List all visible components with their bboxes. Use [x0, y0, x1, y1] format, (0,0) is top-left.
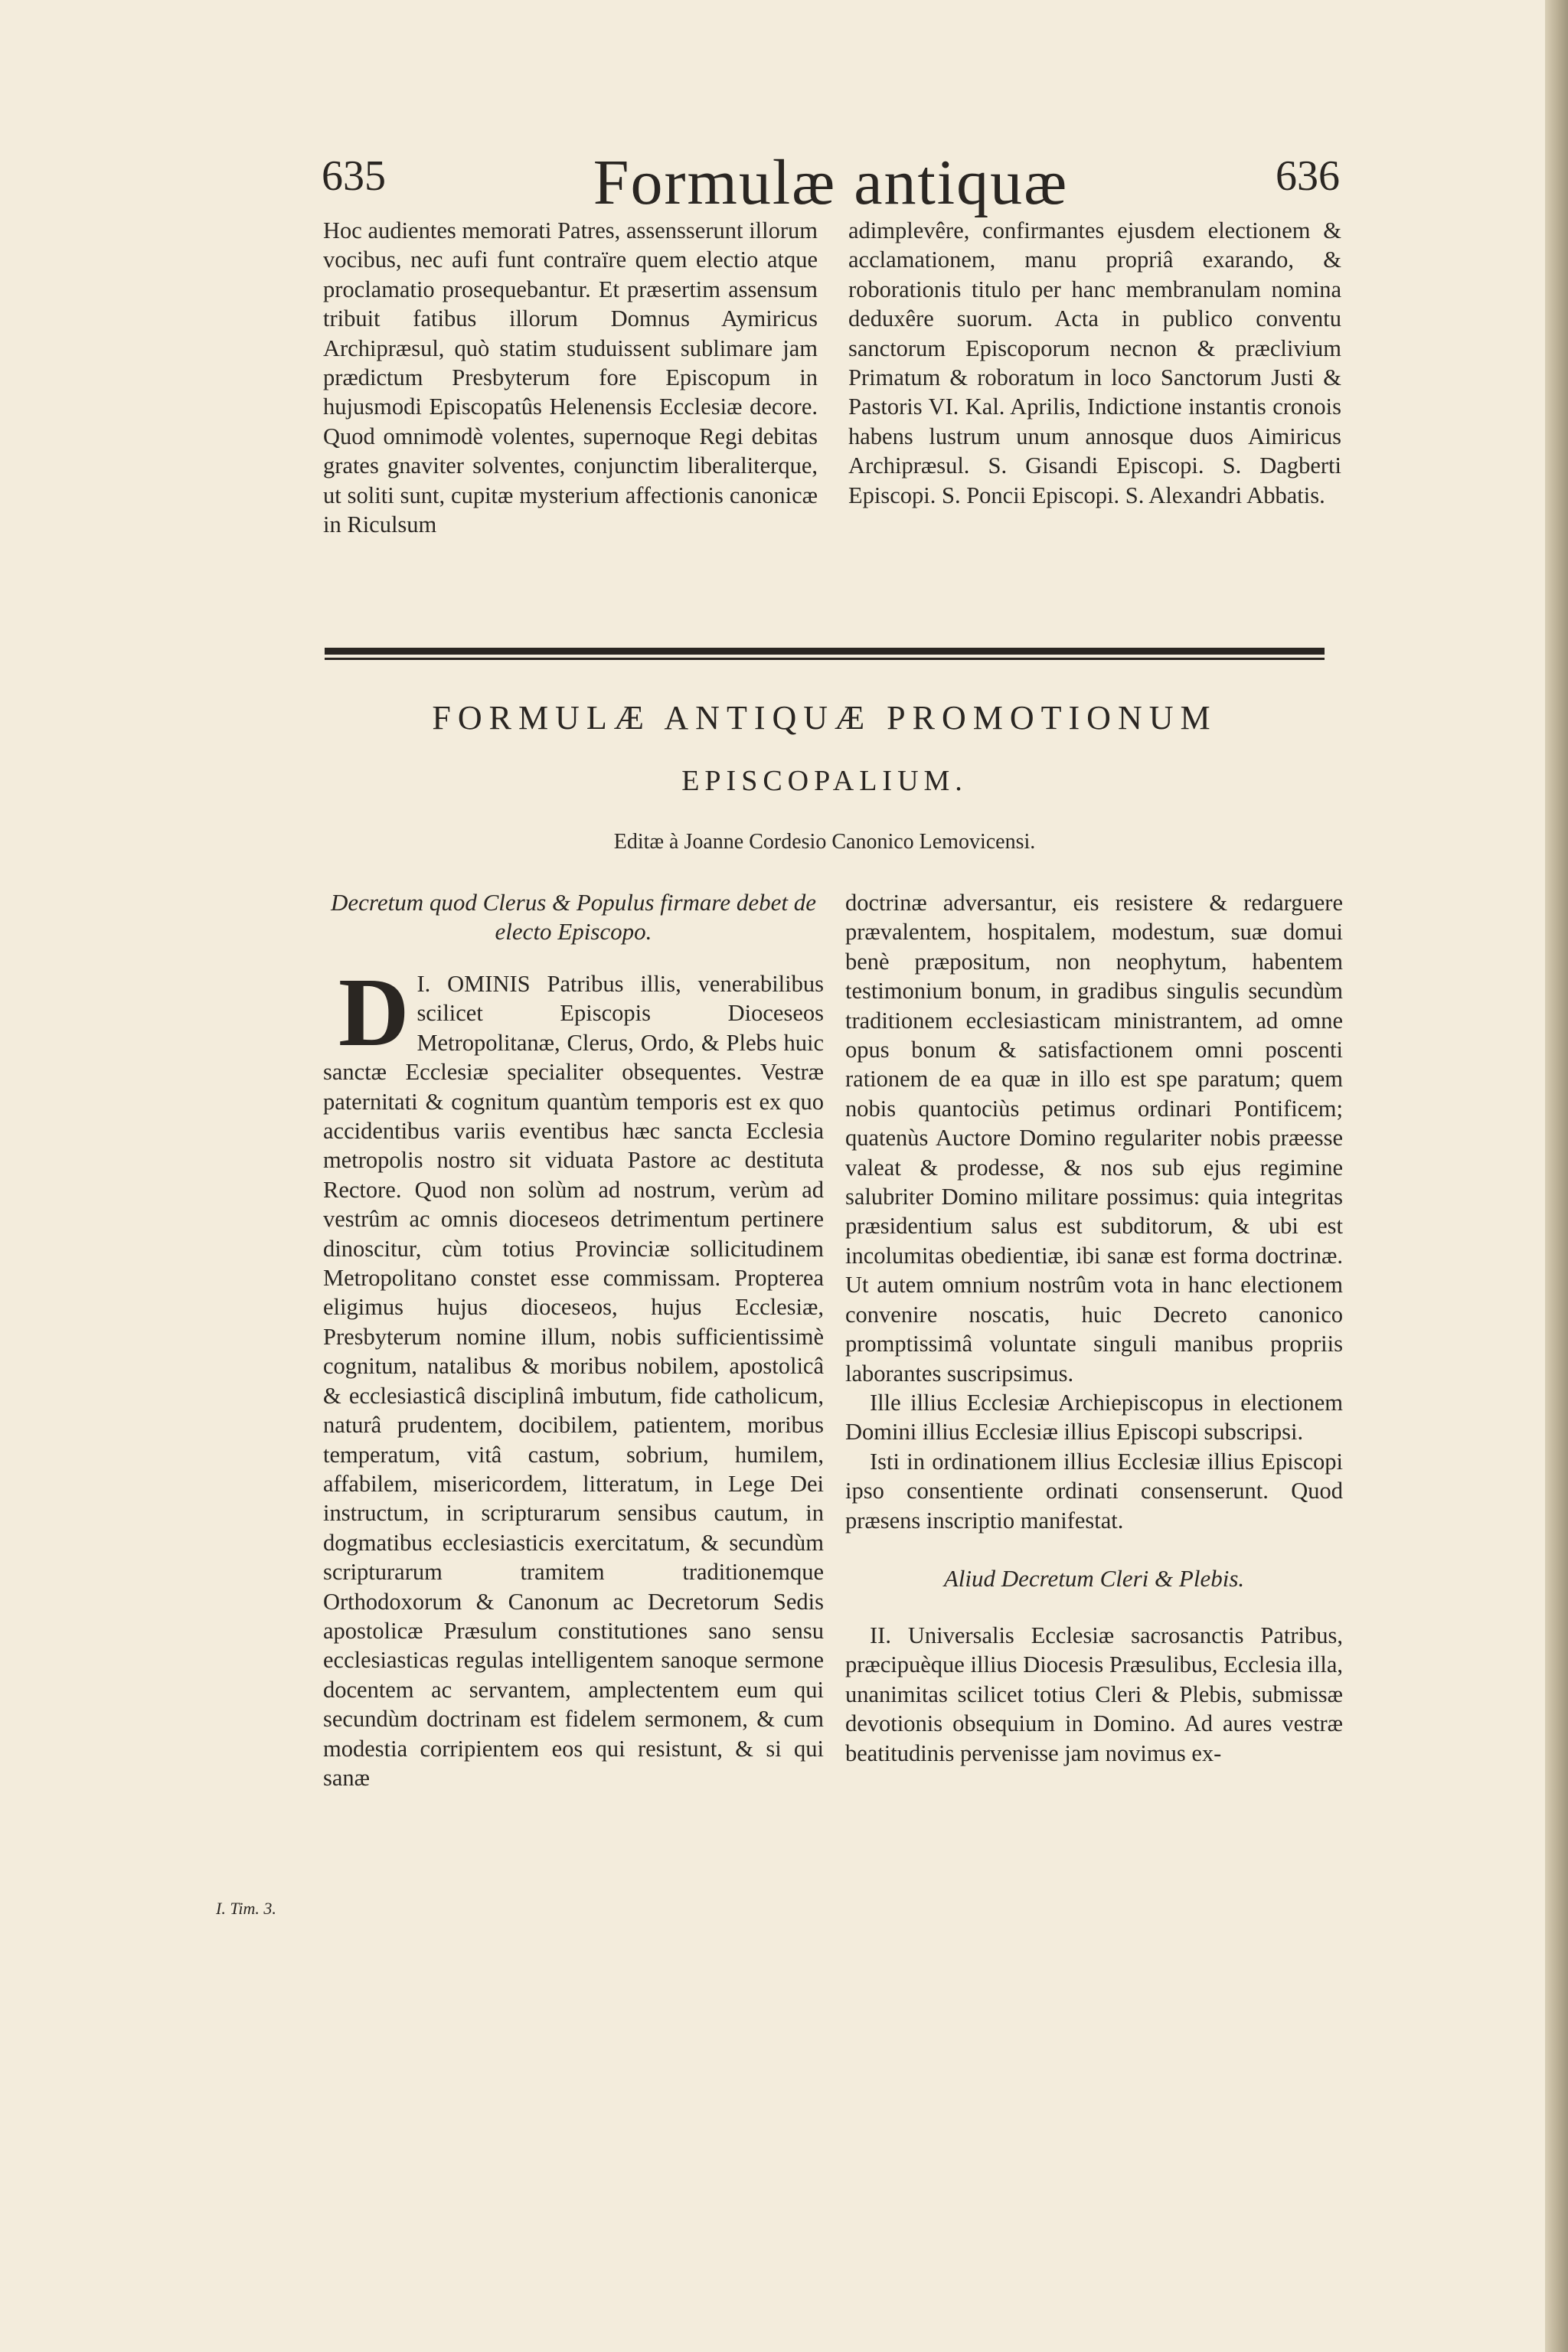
section2-title: Aliud Decretum Cleri & Plebis. — [943, 1564, 1245, 1592]
section1-paragraph — [323, 958, 824, 1792]
bottom-left-column — [323, 888, 824, 1792]
section1-para2: Ille illius Ecclesiæ Archiepiscopus in electionem Domini illius Ecclesiæ illius Episcopi subscripsi. — [845, 1389, 1343, 1446]
divider-thick-rule — [325, 648, 1325, 655]
editor-line: Editæ à Joanne Cordesio Canonico Lemovicensi. — [613, 830, 1036, 854]
book-spine-edge — [1545, 0, 1568, 2352]
section1-right-text: doctrinæ adversantur, eis resistere & redarguere prævalentem, hospitalem, modestum, suæ domui benè præpositum, non neophytum, habentem testimonium bonum, in gradibus singulis secundùm traditionem ecclesiasticam ministrantem, ad omne opus bonum & satisfactionem omni poscenti rationem de ea quæ in illo est spe paratum; quem nobis quantociùs petimus ordinari Pontificem; quatenùs Auctore Domino regulariter nobis præesse valeat & prodesse, & nos sub ejus regimine salubriter Domino militare possimus: quia integritas præsidentium salus est subditorum, & ubi est incolumitas obedientiæ, ibi sanæ est forma doctrinæ. Ut autem omnium nostrûm vota in hanc electionem convenire noscatis, huic Decreto canonico promptissimâ voluntate singuli manibus propriis laborantes suscripsimus. — [845, 890, 1343, 1387]
section-divider — [325, 648, 1325, 660]
right-page-number: 636 — [1276, 152, 1340, 200]
top-right-column: adimplevêre, confirmantes ejusdem electionem & acclamationem, manu propriâ exarando, & roborationis titulo per hanc membranulam nomina deduxêre suorum. Acta in publico conventu sanctorum Episcoporum necnon & præclivium Primatum & roboratum in loco Sanctorum Justi & Pastoris VI. Kal. Aprilis, Indictione instantis cronois habens lustrum unum annosque duos Aimiricus Archipræsul. S. Gisandi Episcopi. S. Dagberti Episcopi. S. Poncii Episcopi. S. Alexandri Abbatis. — [848, 217, 1341, 508]
margin-note: I. Tim. 3. — [216, 1899, 276, 1918]
section1-numeral: I. — [416, 971, 431, 997]
section1-para3: Isti in ordinationem illius Ecclesiæ illius Episcopi ipso consentiente ordinati consenserunt. Quod præsens inscriptio manifestat. — [845, 1448, 1343, 1534]
drop-cap: D — [338, 958, 410, 1067]
main-title: FORMULÆ ANTIQUÆ PROMOTIONUM — [432, 699, 1217, 737]
section1-left-text: Patribus illis, venerabilibus scilicet Episcopis Diocesеos Metropolitanæ, Clerus, Ordo, & Plebs huic sanctæ Ecclesiæ specialiter obsequentes. Vestræ paternitati & cognitum quantùm temporis est ex quo accidentibus variis eventibus hæc sancta Ecclesia metropolis nostro sit viduata Pastore ac destituta Rectore. Quod non solùm ad nostrum, verùm ad vestrûm ac omnis dioceseos detrimentum pertinere dinoscitur, cùm totius Provinciæ sollicitudinem Metropolitano constet esse commissam. Propterea eligimus hujus dioceseos, hujus Ecclesiæ, Presbyterum nomine illum, nobis sufficientissimè cognitum, natalibus & moribus nobilem, apostolicâ & ecclesiasticâ disciplinâ imbutum, fide catholicum, naturâ prudentem, docibilem, patientem, moribus temperatum, vitâ castum, sobrium, humilem, affabilem, misericordem, litteratum, in Lege Dei instructum, in scripturarum sensibus cautum, in dogmatibus ecclesiasticis exercitatum, & secundùm scripturarum tramitem traditionemque Orthodoxorum & Canonum ac Decretorum Sedis apostolicæ Præsulum constitutiones sano sensu ecclesiasticas regulas intelligentem sanoque sermone docentem ac servantem, amplectentem eum qui secundùm doctrinam est fidelem sermonem, & cum modestia corripientem eos qui resistunt, & si qui sanæ — [323, 971, 824, 1791]
top-left-column: Hoc audientes memorati Patres, assensserunt illorum vocibus, nec aufi funt contraïre quem electio atque proclamatio prosequebantur. Et præsertim assensum tribuit fatibus illorum Domnus Aymiricus Archipræsul, quò statim studuissent sublimare jam prædictum Presbyterum fore Episcopum in hujusmodi Episcopatûs Helenensis Ecclesiæ decore. Quod omnimodè volentes, supernoque Regi debitas grates gnaviter solventes, conjunctim liberaliterque, ut soliti sunt, cupitæ mysterium affectionis canonicæ in Riculsum — [323, 217, 818, 538]
section1-title: Decretum quod Clerus & Populus firmare debet de electo Episcopo. — [331, 889, 816, 945]
running-header — [322, 145, 1340, 218]
divider-thin-rule — [325, 658, 1325, 660]
section2-text: II. Universalis Ecclesiæ sacrosanctis Patribus, præcipuèque illius Diocesis Præsulibus, Ecclesia illa, unanimitas scilicet totius Cleri & Plebis, submissæ devotionis obsequium in Domino. Ad aures vestræ beatitudinis pervenisse jam novimus ex- — [845, 1622, 1343, 1766]
bottom-right-column — [845, 888, 1343, 1768]
main-subtitle: EPISCOPALIUM. — [681, 765, 968, 797]
section1-first-word: OMINIS — [447, 971, 531, 997]
left-page-number: 635 — [322, 152, 386, 200]
running-title: Formulæ antiquæ — [593, 147, 1069, 218]
